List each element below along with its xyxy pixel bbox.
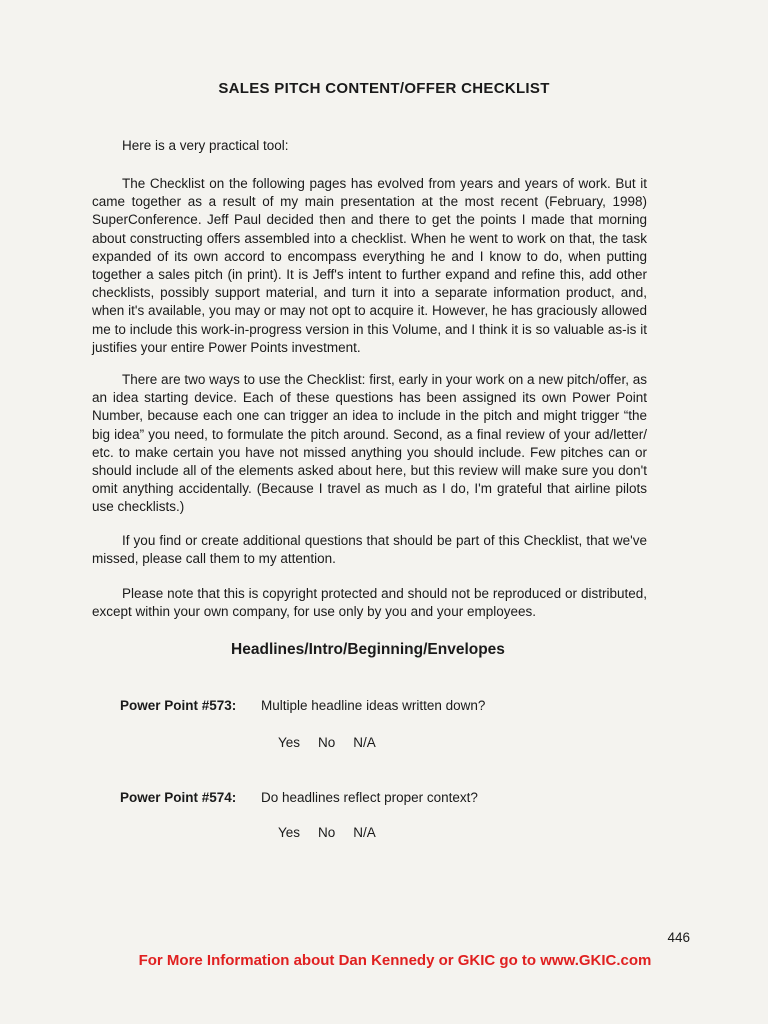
option-yes: Yes	[278, 825, 301, 840]
paragraph-additional-questions: If you find or create additional questions that should be part of this Checklist, that we've missed, please call them to my attention.	[92, 533, 647, 567]
paragraph-checklist-origin: The Checklist on the following pages has evolved from years and years of work. But it came together as a result of my main presentation at the most recent (February, 1998) SuperConference. Jeff Paul decided then and there to get the points I made that morning about constructing offers assembled into a checklist. When he went to work on that, the task expanded of its own accord to encompass everything he and I know to do, when putting together a sales pitch (in print). It is Jeff's intent to further expand and refine this, add other checklists, possibly support material, and turn it into a separate information product, and, when it's available, you may or may not opt to acquire it. However, he has graciously allowed me to include this work-in-progress version in this Volume, and I think it is so valuable as-is it justifies your entire Power Points investment.	[92, 176, 647, 355]
power-point-label: Power Point #574:	[120, 790, 237, 805]
answer-options	[278, 825, 394, 840]
option-no: No	[318, 825, 336, 840]
option-na: N/A	[353, 735, 376, 750]
answer-options	[278, 735, 394, 750]
footer-link-text[interactable]: For More Information about Dan Kennedy or GKIC go to www.GKIC.com	[138, 952, 652, 969]
page-title: SALES PITCH CONTENT/OFFER CHECKLIST	[218, 80, 550, 97]
power-point-label: Power Point #573:	[120, 698, 237, 713]
power-point-question: Multiple headline ideas written down?	[261, 698, 486, 713]
page-number: 446	[667, 930, 690, 945]
section-heading: Headlines/Intro/Beginning/Envelopes	[231, 641, 505, 658]
intro-line: Here is a very practical tool:	[122, 138, 289, 153]
option-yes: Yes	[278, 735, 301, 750]
power-point-question: Do headlines reflect proper context?	[261, 790, 478, 805]
paragraph-how-to-use: There are two ways to use the Checklist: first, early in your work on a new pitch/offer, as an idea starting device. Each of these questions has been assigned its own Power Point Number, because each one can trigger an idea to include in the pitch and might trigger “the big idea” you need, to formulate the pitch around. Second, as a final review of your ad/letter/ etc. to make certain you have not missed anything you should include. Few pitches can or should include all of the elements asked about here, but this review will make sure you don't omit anything accidentally. (Because I travel as much as I do, I'm grateful that airline pilots use checklists.)	[92, 372, 647, 515]
paragraph-copyright-note: Please note that this is copyright protected and should not be reproduced or distributed, except within your own company, for use only by you and your employees.	[92, 586, 647, 620]
option-na: N/A	[353, 825, 376, 840]
option-no: No	[318, 735, 336, 750]
